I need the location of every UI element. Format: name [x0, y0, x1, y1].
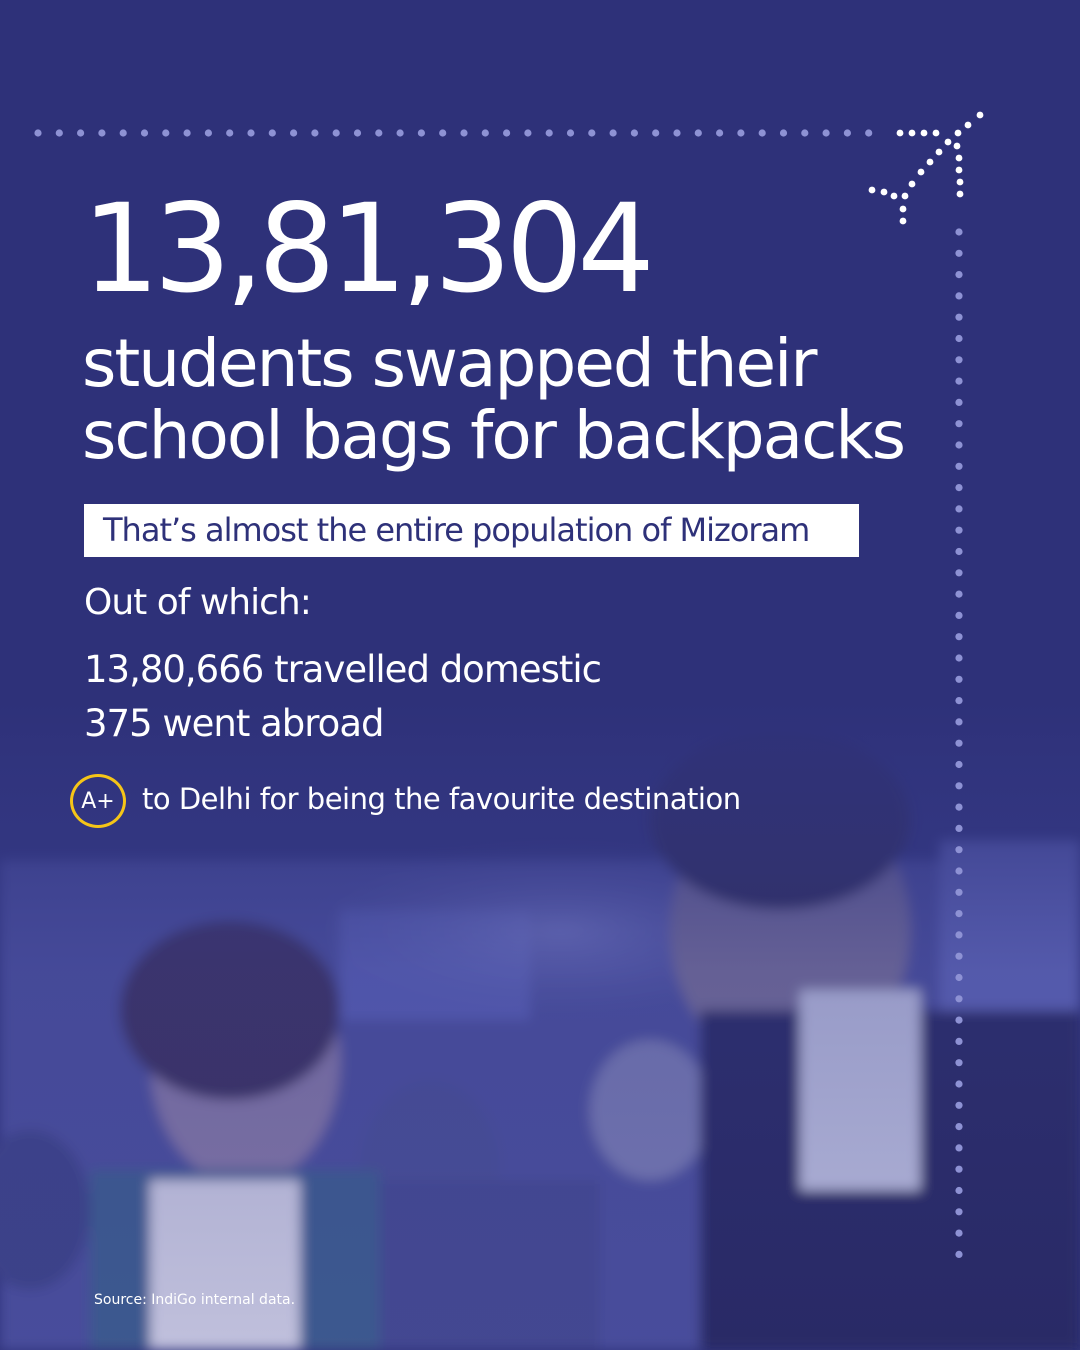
path-dot — [247, 129, 254, 136]
path-dot — [955, 378, 962, 385]
path-dot — [955, 740, 962, 747]
path-dot — [375, 129, 382, 136]
path-dot — [546, 129, 553, 136]
path-dot — [955, 250, 962, 257]
headline-number: 13,81,304 — [82, 178, 649, 320]
path-dot — [955, 718, 962, 725]
subtitle-line-1: students swapped their — [82, 325, 816, 402]
path-dot — [955, 399, 962, 406]
path-dot — [955, 1017, 962, 1024]
badge-label: A+ — [81, 788, 115, 814]
path-dot — [955, 782, 962, 789]
path-dot — [567, 129, 574, 136]
path-dot — [955, 889, 962, 896]
path-dot — [955, 953, 962, 960]
path-dot — [955, 356, 962, 363]
path-dot — [955, 1059, 962, 1066]
path-dot — [716, 129, 723, 136]
path-dot — [955, 463, 962, 470]
path-dot — [98, 129, 105, 136]
path-dot — [955, 931, 962, 938]
path-dot — [333, 129, 340, 136]
path-dot — [955, 505, 962, 512]
path-dot — [955, 1166, 962, 1173]
domestic-stat: 13,80,666 travelled domestic — [84, 648, 602, 691]
path-dot — [439, 129, 446, 136]
path-dot — [955, 974, 962, 981]
path-dot — [354, 129, 361, 136]
path-dot — [955, 761, 962, 768]
path-dot — [955, 995, 962, 1002]
path-dot — [955, 1251, 962, 1258]
source-note: Source: IndiGo internal data. — [94, 1292, 296, 1308]
path-dot — [311, 129, 318, 136]
path-dot — [955, 591, 962, 598]
path-dot — [269, 129, 276, 136]
path-dot — [162, 129, 169, 136]
path-dot — [397, 129, 404, 136]
path-dot — [955, 1123, 962, 1130]
path-dot — [955, 527, 962, 534]
breakdown-intro: Out of which: — [84, 582, 311, 623]
path-dot — [955, 825, 962, 832]
path-dot — [955, 1080, 962, 1087]
path-dot — [77, 129, 84, 136]
path-dot — [141, 129, 148, 136]
path-dot — [780, 129, 787, 136]
path-dot — [482, 129, 489, 136]
path-dot — [955, 846, 962, 853]
path-dot — [955, 1187, 962, 1194]
path-dot — [955, 804, 962, 811]
path-dot — [955, 1144, 962, 1151]
path-dot — [844, 129, 851, 136]
path-dot — [955, 867, 962, 874]
path-dot — [652, 129, 659, 136]
path-dot — [955, 484, 962, 491]
path-dot — [955, 1038, 962, 1045]
path-dot — [955, 612, 962, 619]
path-dot — [610, 129, 617, 136]
path-dot — [503, 129, 510, 136]
subtitle-line-2: school bags for backpacks — [82, 397, 904, 474]
abroad-stat: 375 went abroad — [84, 702, 384, 745]
path-dot — [290, 129, 297, 136]
path-dot — [120, 129, 127, 136]
path-dot — [865, 129, 872, 136]
path-dot — [56, 129, 63, 136]
path-dot — [226, 129, 233, 136]
path-dot — [955, 654, 962, 661]
path-dot — [418, 129, 425, 136]
a-plus-badge-icon — [70, 774, 126, 828]
path-dot — [631, 129, 638, 136]
path-dot — [955, 633, 962, 640]
path-dot — [955, 676, 962, 683]
path-dot — [955, 569, 962, 576]
path-dot — [823, 129, 830, 136]
path-dot — [673, 129, 680, 136]
path-dot — [955, 910, 962, 917]
path-dot — [955, 1208, 962, 1215]
path-dot — [955, 548, 962, 555]
highlight-text: That’s almost the entire population of Mizoram — [103, 511, 810, 549]
path-dot — [955, 441, 962, 448]
path-dot — [955, 314, 962, 321]
path-dot — [955, 335, 962, 342]
path-dot — [955, 292, 962, 299]
headline-subtitle — [82, 325, 942, 474]
path-dot — [695, 129, 702, 136]
path-dot — [588, 129, 595, 136]
path-dot — [955, 271, 962, 278]
path-dot — [737, 129, 744, 136]
path-dot — [955, 1102, 962, 1109]
path-dot — [955, 697, 962, 704]
path-dot — [955, 228, 962, 235]
path-dot — [955, 420, 962, 427]
path-dot — [460, 129, 467, 136]
airplane-dots-icon — [869, 112, 984, 225]
path-dot — [759, 129, 766, 136]
path-dot — [34, 129, 41, 136]
path-dot — [524, 129, 531, 136]
path-dot — [801, 129, 808, 136]
path-dot — [955, 1230, 962, 1237]
path-dot — [184, 129, 191, 136]
path-dot — [205, 129, 212, 136]
favourite-destination-text: to Delhi for being the favourite destination — [142, 782, 741, 816]
